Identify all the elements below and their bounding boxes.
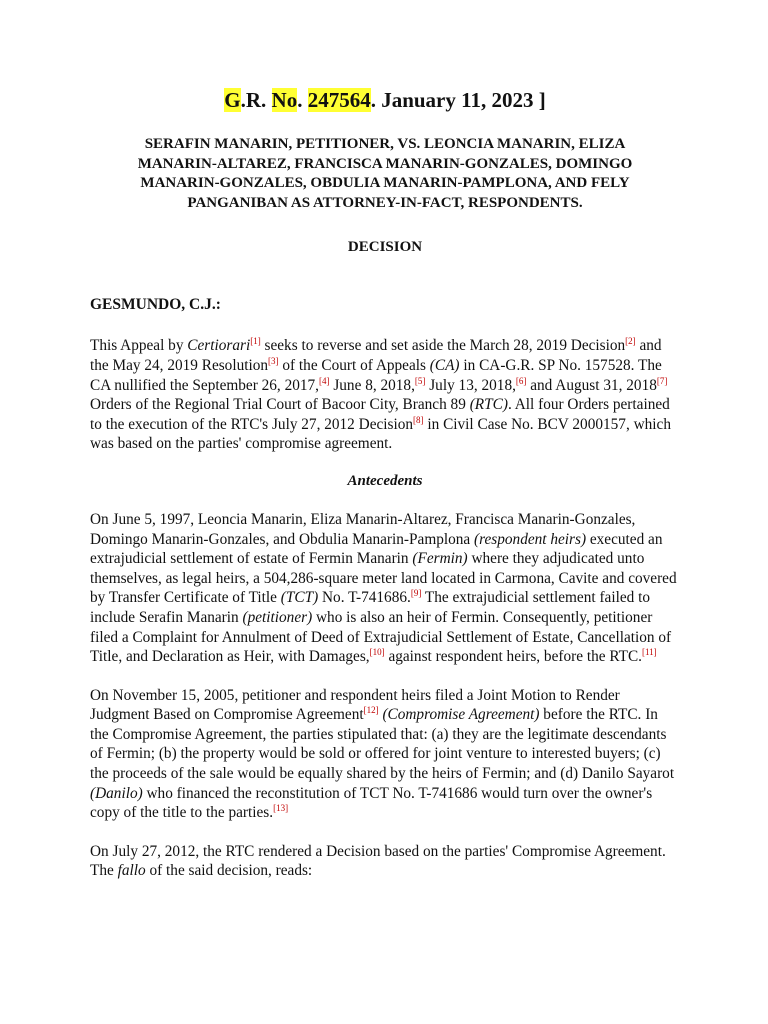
text-run-italic: (RTC) — [469, 396, 508, 414]
footnote-link[interactable]: [4] — [319, 375, 330, 386]
text-run: of the said decision, reads: — [145, 862, 313, 880]
text-run: On June 5, 1997, Leoncia Manarin, Eliza Manarin-Altarez, Francisca Manarin-Gonzales, Domingo Manarin-Gonzales, and Obdulia Manarin-Pamplona — [90, 510, 636, 548]
text-run: The extrajudicial settlement failed to include Serafin Manarin — [90, 589, 650, 626]
paragraph-antecedents-3 — [90, 842, 680, 881]
text-run: of the Court of Appeals — [278, 356, 430, 374]
paragraph-antecedents-2 — [90, 686, 680, 823]
text-run-italic: (TCT) — [280, 589, 319, 607]
text-run: who is also an heir of Fermin. Consequently, petitioner filed a Complaint for Annulment of Deed of Extrajudicial Settlement of Estate, Cancellation of Title, and Declaration as Heir, with Damages, — [90, 608, 672, 666]
text-run: against respondent heirs, before the RTC. — [384, 648, 642, 666]
case-parties — [90, 135, 680, 213]
text-run: On November 15, 2005, petitioner and respondent heirs filed a Joint Motion to Render Judgment Based on Compromise Agreement — [90, 686, 620, 724]
text-run-italic: Certiorari — [187, 337, 251, 355]
footnote-link[interactable]: [13] — [273, 803, 289, 814]
text-run: and August 31, 2018 — [526, 376, 657, 394]
text-run: On July 27, 2012, the RTC rendered a Decision based on the parties' Compromise Agreement. The — [90, 842, 666, 880]
footnote-link[interactable]: [1] — [250, 336, 261, 347]
footnote-link[interactable]: [3] — [268, 355, 279, 366]
paragraph-appeal — [90, 336, 680, 454]
text-run-italic: (petitioner) — [242, 608, 313, 626]
decision-heading: DECISION — [347, 239, 423, 256]
gr-number: 247564 — [307, 88, 371, 112]
text-run: in Civil Case No. BCV 2000157, which was based on the parties' compromise agreement. — [90, 415, 671, 453]
footnote-link[interactable]: [8] — [413, 414, 424, 425]
text-run: July 13, 2018, — [425, 376, 516, 394]
ponente: GESMUNDO, C.J.: — [90, 296, 221, 314]
text-run: seeks to reverse and set aside the March 28, 2019 Decision — [260, 337, 626, 355]
text-run-italic: fallo — [117, 862, 146, 880]
gr-highlight-g: G — [224, 88, 241, 112]
footnote-link[interactable]: [9] — [410, 588, 422, 599]
footnote-link[interactable]: [11] — [641, 647, 657, 658]
text-run: . All four Orders pertained to the execution of the RTC's July 27, 2012 Decision — [90, 396, 670, 433]
gr-highlight-no: No — [271, 88, 298, 112]
gr-label-dot-2: . — [297, 88, 308, 112]
footnote-link[interactable]: [12] — [363, 705, 379, 716]
antecedents-heading: Antecedents — [347, 472, 423, 489]
text-run: who financed the reconstitution of TCT No. T-741686 would turn over the owner's copy of the title to the parties. — [90, 784, 653, 822]
footnote-link[interactable]: [7] — [656, 375, 668, 386]
document-page — [90, 88, 680, 900]
footnote-link[interactable]: [5] — [414, 375, 426, 386]
text-run: in CA-G.R. SP No. 157528. The CA nullified the September 26, 2017, — [90, 356, 662, 394]
text-run: Orders of the Regional Trial Court of Bacoor City, Branch 89 — [90, 396, 470, 414]
footnote-link[interactable]: [6] — [515, 375, 527, 386]
footnote-link[interactable]: [10] — [369, 647, 385, 658]
parties-line: PANGANIBAN AS ATTORNEY-IN-FACT, RESPONDENTS. — [187, 194, 583, 211]
text-run: executed an extrajudicial settlement of estate of Fermin Manarin — [90, 530, 663, 568]
parties-line: MANARIN-ALTAREZ, FRANCISCA MANARIN-GONZALES, DOMINGO — [137, 155, 633, 172]
text-run: June 8, 2018, — [329, 376, 415, 394]
text-run: This Appeal by — [90, 337, 188, 355]
text-run: where they adjudicated unto themselves, as legal heirs, a 504,286-square meter land located in Carmona, Cavite and covered by Transfer Certificate of Title — [90, 550, 677, 607]
parties-line: SERAFIN MANARIN, PETITIONER, VS. LEONCIA MANARIN, ELIZA — [144, 136, 626, 152]
text-run-italic: (Danilo) — [90, 784, 143, 802]
text-run-italic: (CA) — [429, 356, 460, 374]
parties-line: MANARIN-GONZALES, OBDULIA MANARIN-PAMPLONA, AND FELY — [140, 175, 630, 192]
paragraph-antecedents-1 — [90, 510, 680, 667]
case-date: . January 11, 2023 ] — [370, 88, 546, 112]
text-run: No. T-741686. — [318, 589, 411, 607]
case-title — [90, 88, 680, 113]
text-run-italic: (Compromise Agreement) — [382, 706, 540, 724]
gr-label-dot: .R. — [240, 88, 272, 112]
text-run-italic: (Fermin) — [412, 550, 468, 568]
text-run: and the May 24, 2019 Resolution — [90, 337, 662, 374]
text-run-italic: (respondent heirs) — [474, 530, 587, 548]
text-run: before the RTC. In the Compromise Agreement, the parties stipulated that: (a) they are the legitimate descendants of Fermin; (b) the property would be sold or offered for joint venture to interested buyers; (c) the proceeds of the sale would be equally shared by the heirs of Fermin; and (d) Danilo Sayarot — [90, 706, 675, 783]
footnote-link[interactable]: [2] — [625, 336, 636, 347]
